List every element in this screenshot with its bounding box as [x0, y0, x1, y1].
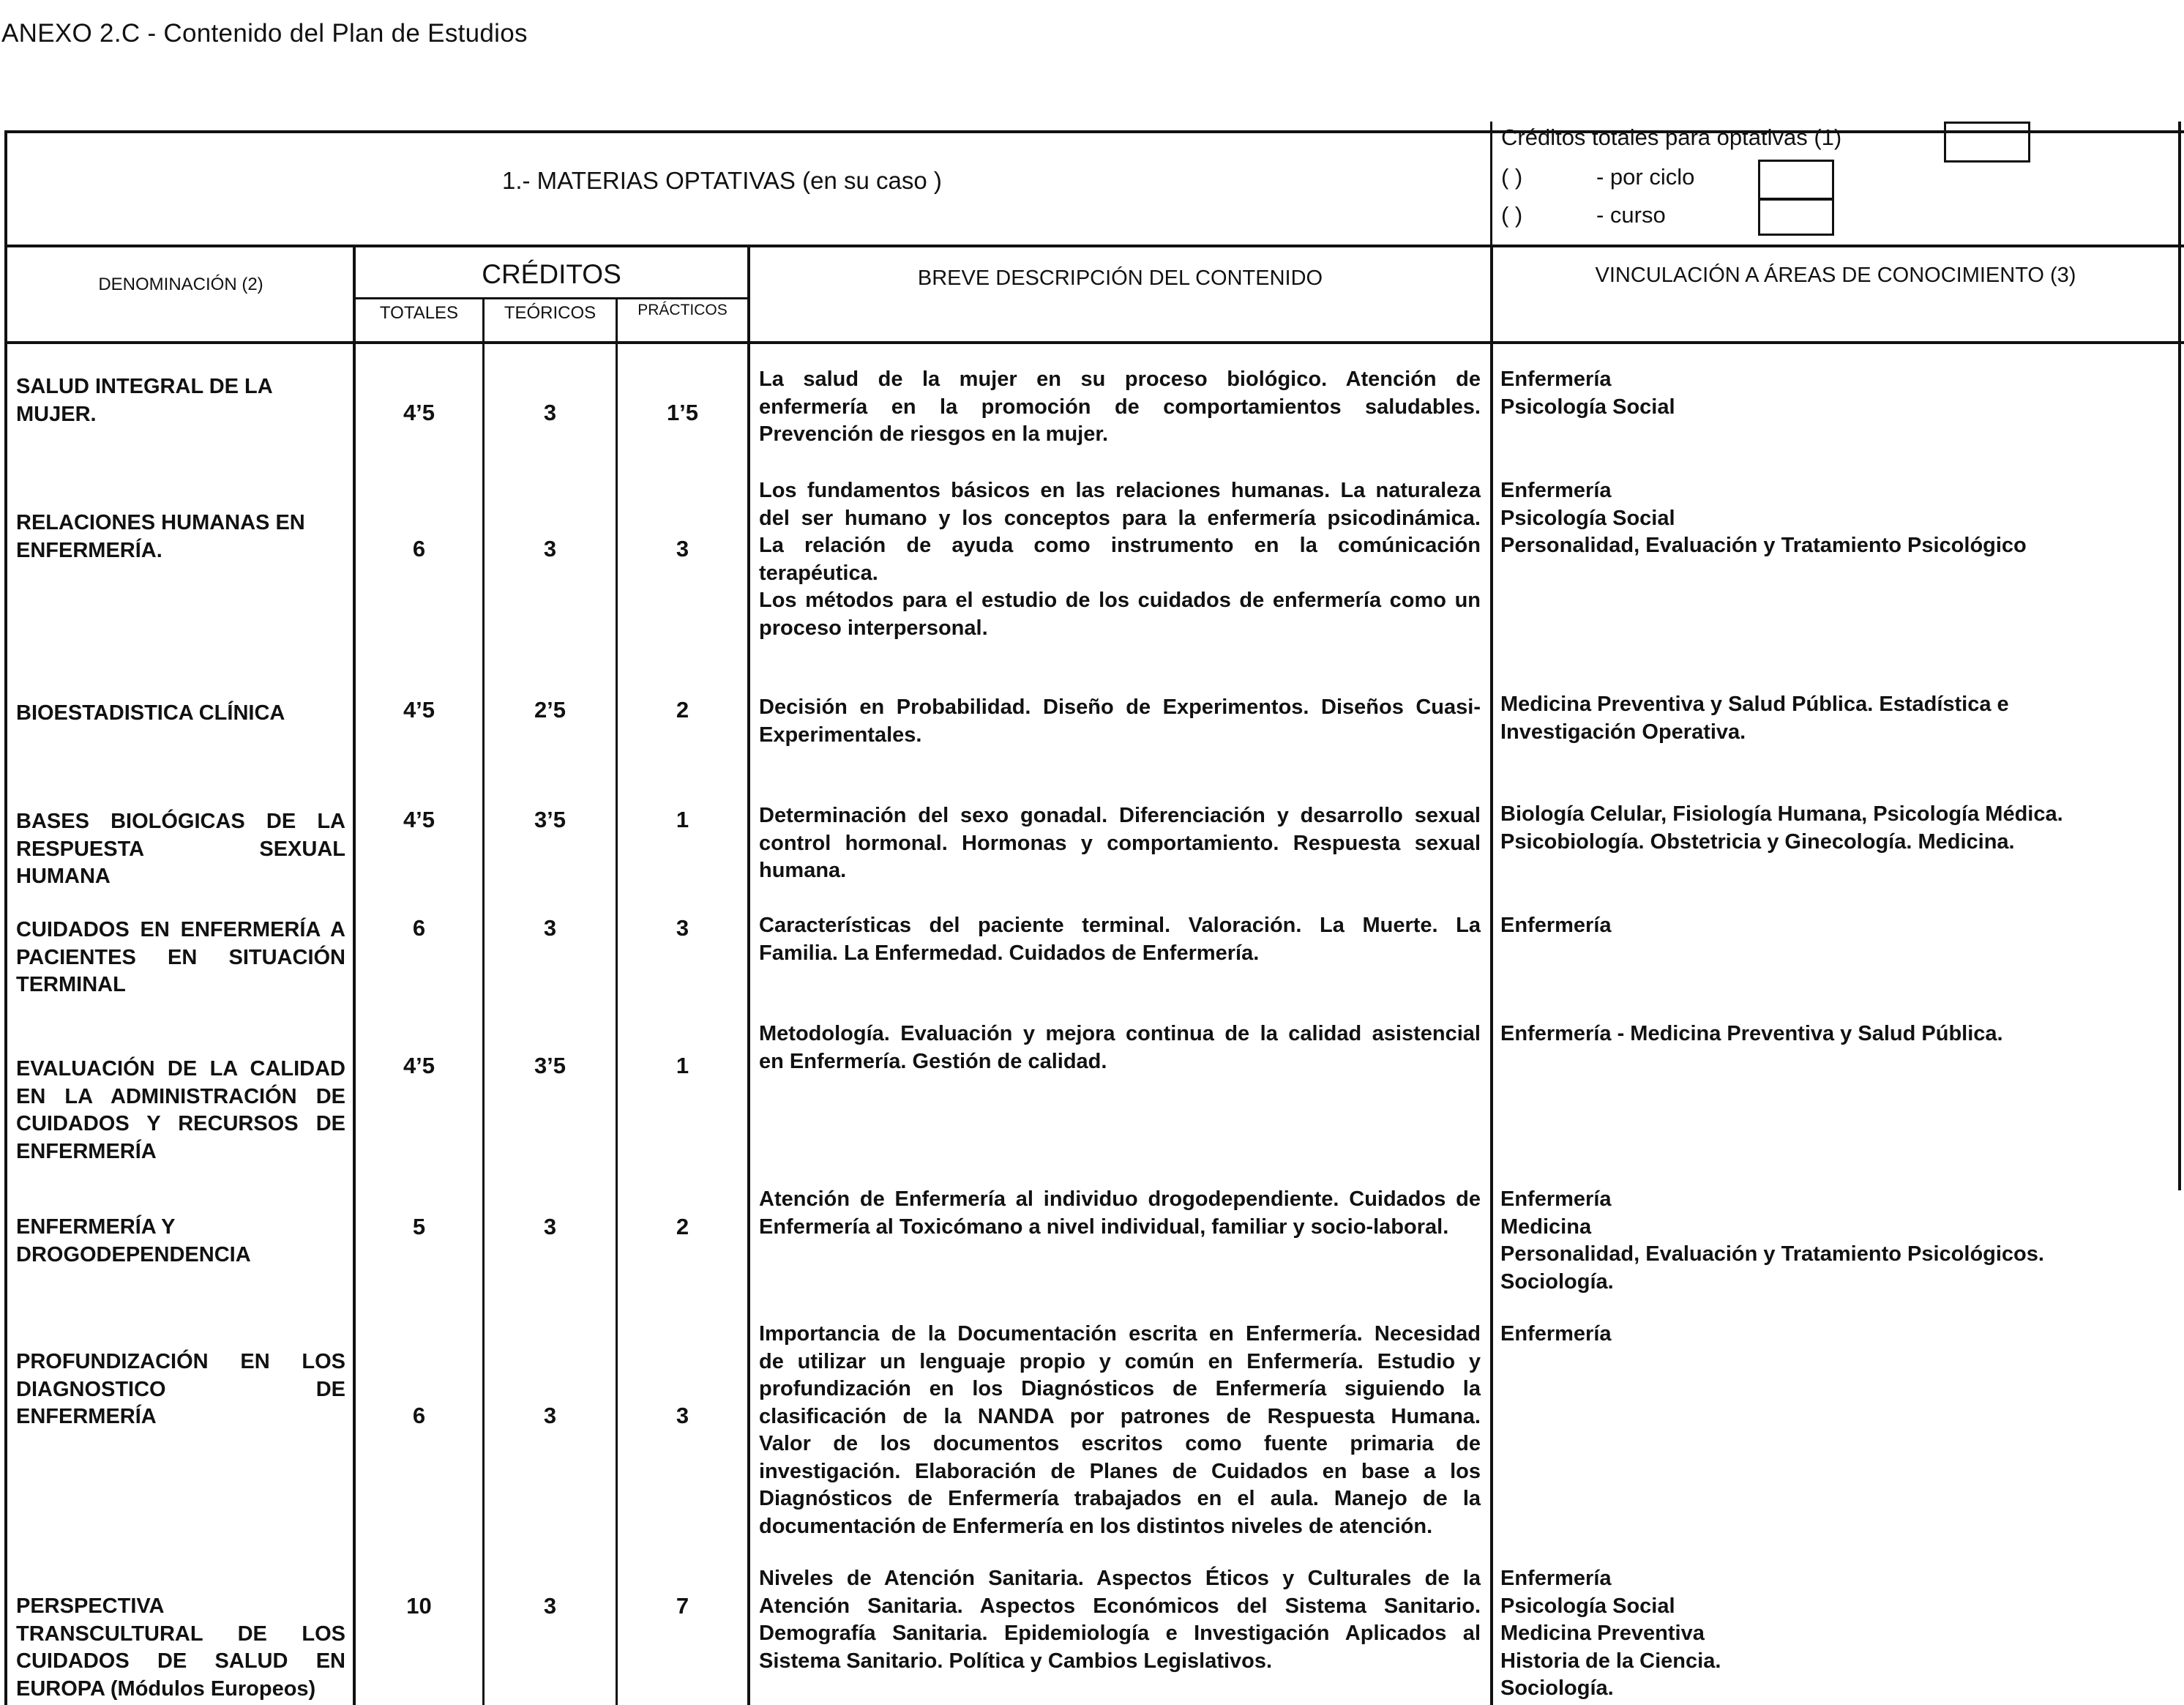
- row-description-line: de utilizar un lenguaje propio y común en Enfermería. Estudio y: [759, 1349, 1481, 1373]
- row-credits-practical: 2: [676, 1214, 689, 1239]
- row-denomination-line: PERSPECTIVA: [16, 1594, 165, 1618]
- theoretical-header: TEÓRICOS: [504, 303, 597, 323]
- row-knowledge-area-line: Medicina: [1500, 1215, 1592, 1239]
- row-denomination: [16, 808, 345, 891]
- row-credits-practical: 3: [676, 915, 689, 941]
- row-denomination: [16, 1348, 345, 1431]
- row-credits-totals: 6: [412, 915, 426, 941]
- row-denomination-line: EN LA ADMINISTRACIÓN DE: [16, 1084, 345, 1108]
- row-credits-theoretical: 2’5: [534, 697, 566, 723]
- row-description-line: Valor de los documentos escritos como fuente primaria de: [759, 1432, 1481, 1455]
- row-knowledge-area-line: Enfermería: [1500, 368, 1612, 391]
- credits-subheader-line: [353, 297, 748, 299]
- row-description: [759, 1321, 1481, 1540]
- row-credits-practical: 1: [676, 1053, 689, 1078]
- row-knowledge-area-line: Biología Celular, Fisiología Humana, Psicología Médica.: [1500, 802, 2063, 826]
- row-denomination-line: MUJER.: [16, 402, 97, 426]
- row-denomination-line: EVALUACIÓN DE LA CALIDAD: [16, 1057, 345, 1081]
- row-knowledge-area-line: Enfermería: [1500, 1322, 1612, 1346]
- row-denomination-line: CUIDADOS Y RECURSOS DE: [16, 1112, 345, 1135]
- row-description: [759, 694, 1481, 749]
- row-knowledge-areas: [1500, 801, 2174, 856]
- row-knowledge-area-line: Enfermería: [1500, 914, 1612, 937]
- per-course-box[interactable]: [1758, 198, 1834, 236]
- section-title: 1.- MATERIAS OPTATIVAS (en su caso ): [502, 167, 942, 194]
- row-credits-practical: 2: [676, 697, 689, 723]
- row-denomination-line: CUIDADOS DE SALUD EN: [16, 1649, 345, 1673]
- row-description-line: Atención Sanitaria. Aspectos Económicos del Sistema Sanitario.: [759, 1594, 1481, 1618]
- row-knowledge-area-line: Investigación Operativa.: [1500, 720, 1746, 744]
- row-credits-theoretical: 3’5: [534, 1053, 566, 1078]
- row-description-line: Diagnósticos de Enfermería trabajados en el aula. Manejo de la: [759, 1487, 1481, 1510]
- row-description-line: La relación de ayuda como instrumento en la comúnicación: [759, 534, 1481, 557]
- column-divider-totals: [482, 299, 485, 1705]
- total-credits-label: Créditos totales para optativas (1): [1501, 124, 1842, 150]
- row-credits-theoretical: 3: [543, 536, 557, 562]
- row-denomination-line: RESPUESTA SEXUAL: [16, 837, 345, 861]
- row-denomination-line: ENFERMERÍA: [16, 1405, 157, 1428]
- column-divider-description: [1490, 245, 1493, 1705]
- row-description-line: terapéutica.: [759, 561, 878, 585]
- row-description-line: Sistema Sanitario. Política y Cambios Legislativos.: [759, 1649, 1273, 1673]
- row-denomination-line: ENFERMERÍA: [16, 1139, 157, 1163]
- row-denomination: [16, 1214, 345, 1269]
- header-divider: [1490, 122, 1492, 245]
- row-denomination-line: RELACIONES HUMANAS EN: [16, 511, 305, 534]
- row-knowledge-area-line: Sociología.: [1500, 1269, 1614, 1294]
- row-denomination-line: ENFERMERÍA Y: [16, 1215, 176, 1239]
- row-knowledge-area-line: Personalidad, Evaluación y Tratamiento Psicológicos.: [1500, 1242, 2044, 1266]
- row-description-line: Decisión en Probabilidad. Diseño de Experimentos. Diseños Cuasi-: [759, 695, 1481, 719]
- row-description-line: enfermería en la promoción de comportamientos saludables.: [759, 395, 1481, 419]
- row-credits-theoretical: 3: [543, 1403, 557, 1428]
- column-divider-theoretical: [616, 299, 618, 1705]
- row-denomination-line: ENFERMERÍA.: [16, 538, 162, 562]
- denomination-header: DENOMINACIÓN (2): [98, 275, 263, 294]
- row-denomination: [16, 1593, 345, 1703]
- row-credits-totals: 4’5: [403, 1053, 435, 1078]
- credits-header: CRÉDITOS: [482, 259, 621, 289]
- row-description-line: del ser humano y los conceptos para la enfermería psicodinámica.: [759, 506, 1481, 530]
- row-credits-totals: 6: [412, 536, 426, 562]
- row-description-line: clasificación de la NANDA por patrones de Respuesta Humana.: [759, 1404, 1481, 1428]
- row-knowledge-area-line: Psicología Social: [1500, 506, 1675, 530]
- table-left-border: [4, 130, 7, 1705]
- row-description-line: profundización en los Diagnósticos de Enfermería siguiendo la: [759, 1377, 1481, 1400]
- row-description-line: Metodología. Evaluación y mejora continua de la calidad asistencial: [759, 1022, 1481, 1045]
- row-credits-practical: 1: [676, 807, 689, 832]
- row-credits-totals: 10: [406, 1593, 432, 1619]
- row-credits-totals: 4’5: [403, 697, 435, 723]
- row-description-line: Familia. La Enfermedad. Cuidados de Enfermería.: [759, 941, 1260, 965]
- row-denomination-line: HUMANA: [16, 865, 111, 888]
- row-knowledge-areas: [1500, 912, 2174, 940]
- row-knowledge-area-line: Psicobiología. Obstetricia y Ginecología. Medicina.: [1500, 829, 2015, 854]
- row-denomination: [16, 510, 345, 564]
- column-header-bottom-border: [4, 341, 2184, 344]
- table-top-border: [4, 130, 2184, 133]
- totals-header: TOTALES: [379, 303, 459, 323]
- row-credits-practical: 3: [676, 536, 689, 562]
- total-credits-box[interactable]: [1944, 122, 2030, 163]
- row-knowledge-areas: [1500, 477, 2174, 560]
- row-credits-practical: 3: [676, 1403, 689, 1428]
- row-description: [759, 912, 1481, 967]
- row-knowledge-area-line: Enfermería: [1500, 1187, 1612, 1211]
- row-credits-theoretical: 3’5: [534, 807, 566, 832]
- row-description-line: Determinación del sexo gonadal. Diferenciación y desarrollo sexual: [759, 804, 1481, 827]
- row-description-line: Los métodos para el estudio de los cuidados de enfermería como un: [759, 589, 1481, 612]
- row-denomination-line: TERMINAL: [16, 973, 126, 996]
- row-description-line: proceso interpersonal.: [759, 616, 988, 640]
- row-description: [759, 477, 1481, 642]
- row-knowledge-area-line: Medicina Preventiva: [1500, 1622, 1705, 1645]
- row-knowledge-area-line: Medicina Preventiva y Salud Pública. Estadística e: [1500, 693, 2009, 716]
- row-credits-theoretical: 3: [543, 400, 557, 425]
- row-denomination: [16, 917, 345, 999]
- row-credits-totals: 5: [412, 1214, 426, 1239]
- per-cycle-marker: ( ): [1501, 164, 1523, 190]
- header-bottom-border: [4, 245, 2184, 247]
- practical-header: PRÁCTICOS: [637, 302, 728, 318]
- row-description-line: Demografía Sanitaria. Epidemiología e Investigación Aplicados al: [759, 1622, 1481, 1645]
- row-description-line: Experimentales.: [759, 723, 922, 747]
- row-denomination-line: BIOESTADISTICA CLÍNICA: [16, 701, 285, 725]
- row-description-line: Atención de Enfermería al individuo drogodependiente. Cuidados de: [759, 1187, 1481, 1211]
- row-knowledge-areas: [1500, 1565, 2174, 1703]
- row-description-line: Niveles de Atención Sanitaria. Aspectos Éticos y Culturales de la: [759, 1567, 1481, 1590]
- row-description-line: Prevención de riesgos en la mujer.: [759, 422, 1109, 446]
- row-knowledge-areas: [1500, 1186, 2174, 1296]
- row-description: [759, 1186, 1481, 1241]
- row-denomination-line: DROGODEPENDENCIA: [16, 1242, 251, 1266]
- per-course-label: - curso: [1596, 202, 1666, 228]
- column-divider-denomination: [353, 245, 356, 1705]
- row-description-line: investigación. Elaboración de Planes de Cuidados en base a los: [759, 1459, 1481, 1483]
- row-denomination-line: PROFUNDIZACIÓN EN LOS: [16, 1350, 345, 1373]
- row-credits-theoretical: 3: [543, 1214, 557, 1239]
- row-knowledge-areas: [1500, 366, 2174, 421]
- description-header: BREVE DESCRIPCIÓN DEL CONTENIDO: [917, 266, 1323, 290]
- row-credits-totals: 4’5: [403, 400, 435, 425]
- table-right-border: [2178, 122, 2181, 1190]
- row-description: [759, 1565, 1481, 1675]
- row-knowledge-areas: [1500, 1321, 2174, 1348]
- row-description-line: Importancia de la Documentación escrita en Enfermería. Necesidad: [759, 1322, 1481, 1346]
- page-title: ANEXO 2.C - Contenido del Plan de Estudios: [1, 19, 528, 48]
- row-denomination: [16, 700, 345, 728]
- per-cycle-label: - por ciclo: [1596, 164, 1695, 190]
- row-description-line: control hormonal. Hormonas y comportamiento. Respuesta sexual: [759, 831, 1481, 855]
- row-description-line: en Enfermería. Gestión de calidad.: [759, 1049, 1107, 1073]
- row-description-line: Características del paciente terminal. Valoración. La Muerte. La: [759, 914, 1481, 937]
- row-description-line: La salud de la mujer en su proceso biológico. Atención de: [759, 368, 1481, 391]
- row-description-line: Los fundamentos básicos en las relaciones humanas. La naturaleza: [759, 479, 1481, 502]
- row-knowledge-area-line: Psicología Social: [1500, 395, 1675, 419]
- row-denomination-line: PACIENTES EN SITUACIÓN: [16, 945, 345, 969]
- row-denomination-line: SALUD INTEGRAL DE LA: [16, 375, 273, 398]
- row-credits-practical: 7: [676, 1593, 689, 1619]
- row-denomination: [16, 1056, 345, 1165]
- row-denomination: [16, 373, 345, 428]
- row-credits-theoretical: 3: [543, 915, 557, 941]
- per-course-marker: ( ): [1501, 202, 1523, 228]
- row-denomination-line: CUIDADOS EN ENFERMERÍA A: [16, 918, 345, 941]
- row-credits-practical: 1’5: [666, 400, 699, 425]
- row-credits-totals: 4’5: [403, 807, 435, 832]
- row-knowledge-areas: [1500, 1021, 2174, 1048]
- row-knowledge-area-line: Personalidad, Evaluación y Tratamiento Psicológico: [1500, 534, 2027, 557]
- row-description-line: humana.: [759, 859, 847, 882]
- row-knowledge-area-line: Enfermería - Medicina Preventiva y Salud Pública.: [1500, 1022, 2003, 1045]
- row-description: [759, 1021, 1481, 1075]
- row-knowledge-area-line: Historia de la Ciencia.: [1500, 1649, 1721, 1673]
- row-denomination-line: TRANSCULTURAL DE LOS: [16, 1622, 345, 1646]
- row-description-line: Enfermería al Toxicómano a nivel individual, familiar y socio-laboral.: [759, 1215, 1449, 1239]
- row-knowledge-area-line: Enfermería: [1500, 1567, 1612, 1590]
- per-cycle-box[interactable]: [1758, 160, 1834, 201]
- row-credits-totals: 6: [412, 1403, 426, 1428]
- row-knowledge-area-line: Psicología Social: [1500, 1594, 1675, 1618]
- row-description: [759, 802, 1481, 885]
- row-denomination-line: BASES BIOLÓGICAS DE LA: [16, 810, 345, 833]
- row-knowledge-area-line: Sociología.: [1500, 1676, 1614, 1700]
- row-denomination-line: DIAGNOSTICO DE: [16, 1377, 345, 1401]
- row-denomination-line: EUROPA (Módulos Europeos): [16, 1676, 316, 1701]
- row-description: [759, 366, 1481, 449]
- areas-header: VINCULACIÓN A ÁREAS DE CONOCIMIENTO (3): [1595, 264, 2076, 287]
- column-divider-practical: [747, 245, 750, 1705]
- row-knowledge-areas: [1500, 691, 2174, 746]
- row-knowledge-area-line: Enfermería: [1500, 479, 1612, 502]
- row-credits-theoretical: 3: [543, 1593, 557, 1619]
- row-description-line: documentación de Enfermería en los distintos niveles de atención.: [759, 1514, 1433, 1538]
